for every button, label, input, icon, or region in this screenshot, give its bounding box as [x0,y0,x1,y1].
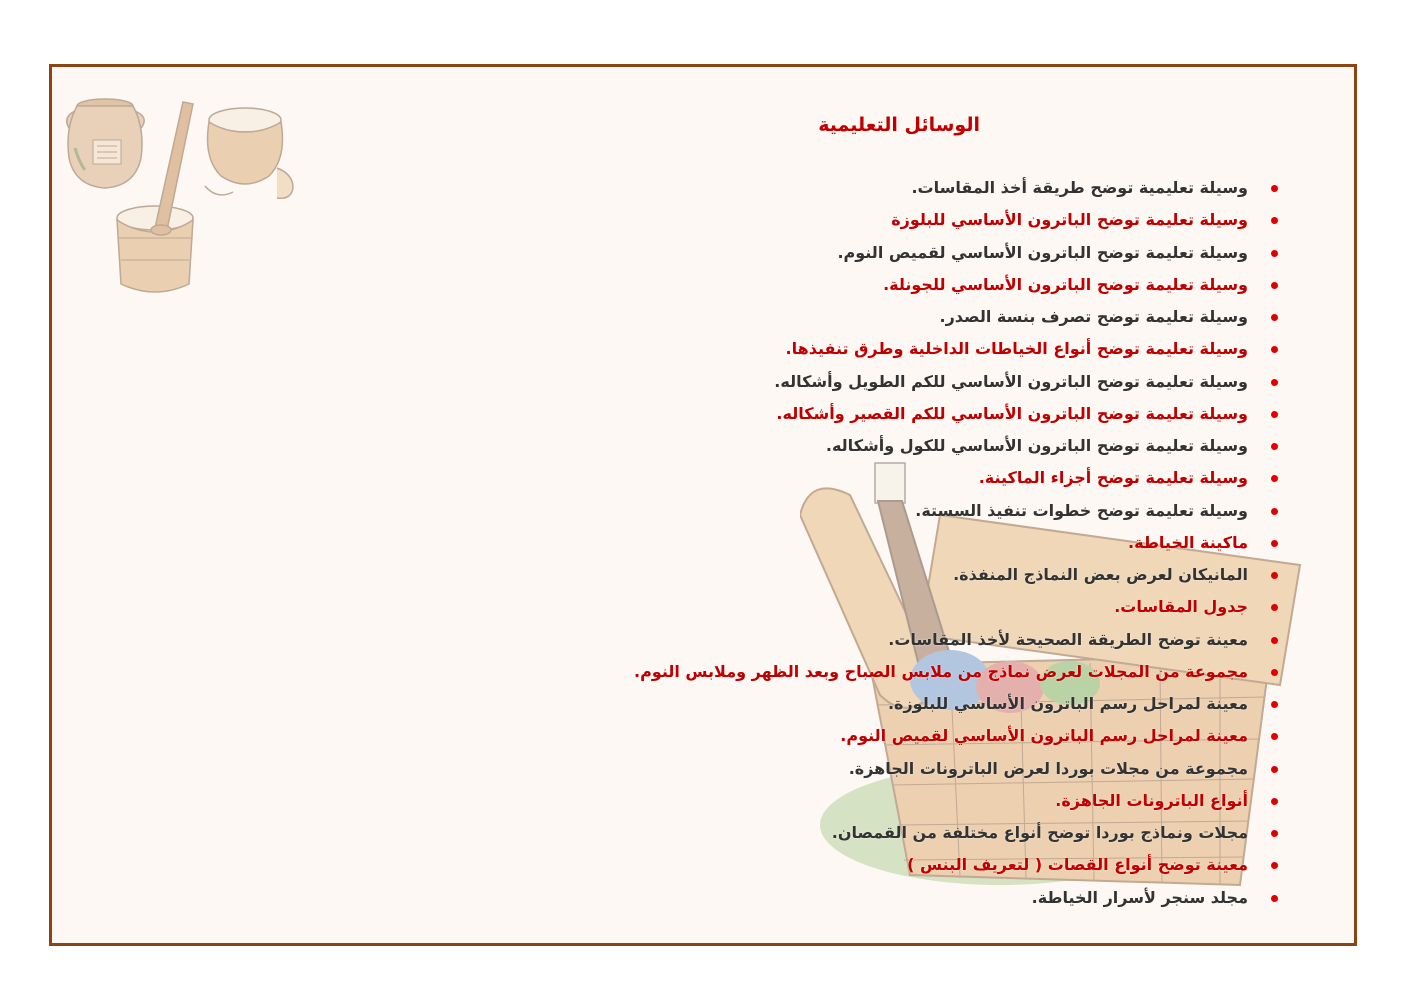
bullet-icon [1271,604,1278,611]
bullet-icon [1271,411,1278,418]
list-item [500,849,1278,881]
list-item-text: معينة توضح الطريقة الصحيحة لأخذ المقاسات. [888,629,1248,649]
list-item [500,591,1278,623]
list-item [500,559,1278,591]
bullet-icon [1271,766,1278,773]
bullet-icon [1271,508,1278,515]
bullet-icon [1271,798,1278,805]
bullet-icon [1271,895,1278,902]
list-item-text: وسيلة تعليمة توضح الباترون الأساسي للكم القصير وأشكاله. [776,403,1248,423]
list-item-text: وسيلة تعليمة توضح الباترون الأساسي للجونلة. [883,274,1248,294]
list-item-text: وسيلة تعليمة توضح أجزاء الماكينة. [978,468,1248,488]
bullet-icon [1271,572,1278,579]
list-item [500,624,1278,656]
list-item [500,398,1278,430]
bullet-icon [1271,346,1278,353]
list-item-text: أنواع الباترونات الجاهزة. [1055,790,1248,810]
bullet-icon [1271,637,1278,644]
list-item-text: مجموعة من مجلات بوردا لعرض الباترونات الجاهزة. [848,758,1248,778]
list-item-text: جدول المقاسات. [1114,597,1248,617]
list-item-text: وسيلة تعليمة توضح أنواع الخياطات الداخلية وطرق تنفيذها. [785,339,1248,359]
bullet-icon [1271,862,1278,869]
list-item [500,301,1278,333]
list-item [500,785,1278,817]
list-item-text: معينة لمراحل رسم الباترون الأساسي للبلوزة. [887,694,1248,713]
bullet-icon [1271,443,1278,450]
list-item-text: وسيلة تعليمة توضح خطوات تنفيذ السستة. [915,500,1248,520]
list-item-text: ماكينة الخياطة. [1128,532,1248,552]
bullet-icon [1271,669,1278,676]
list-item-text: مجلات ونماذج بوردا توضح أنواع مختلفة من القمصان. [831,823,1248,842]
list-item [500,753,1278,785]
teaching-aids-list [500,172,1278,914]
bullet-icon [1271,250,1278,257]
bullet-icon [1271,540,1278,547]
list-item-text: وسيلة تعليمية توضح طريقة أخذ المقاسات. [911,178,1248,197]
list-item [500,237,1278,269]
list-item [500,204,1278,236]
list-item-text: وسيلة تعليمة توضح تصرف بنسة الصدر. [939,307,1248,326]
bullet-icon [1271,282,1278,289]
list-item [500,495,1278,527]
bullet-icon [1271,217,1278,224]
list-item [500,269,1278,301]
list-item [500,817,1278,849]
list-item [500,462,1278,494]
list-item-text: معينة توضح أنواع القصات ( لتعريف البنس ) [907,855,1248,875]
list-item-text: وسيلة تعليمة توضح الباترون الأساسي للكول وأشكاله. [825,436,1248,455]
list-item-text: وسيلة تعليمة توضح الباترون الأساسي للبلوزة [891,210,1248,230]
list-item [500,688,1278,720]
list-item-text: مجموعة من المجلات لعرض نماذج من ملابس الصباح وبعد الظهر وملابس النوم. [634,661,1248,681]
list-item-text: معينة لمراحل رسم الباترون الأساسي لقميص النوم. [840,726,1248,746]
bullet-icon [1271,701,1278,708]
list-item [500,656,1278,688]
page-title: الوسائل التعليمية [818,114,980,136]
list-item [500,366,1278,398]
list-item-text: وسيلة تعليمة توضح الباترون الأساسي لقميص النوم. [837,242,1248,262]
list-item [500,333,1278,365]
bullet-icon [1271,379,1278,386]
list-item [500,430,1278,462]
list-item-text: وسيلة تعليمة توضح الباترون الأساسي للكم الطويل وأشكاله. [774,371,1248,391]
bullet-icon [1271,830,1278,837]
bullet-icon [1271,475,1278,482]
list-item [500,527,1278,559]
list-item-text: مجلد سنجر لأسرار الخياطة. [1031,887,1248,907]
list-item [500,882,1278,914]
bullet-icon [1271,314,1278,321]
bullet-icon [1271,185,1278,192]
bullet-icon [1271,733,1278,740]
list-item [500,172,1278,204]
list-item [500,720,1278,752]
pottery-mortar-illustration [55,88,305,308]
list-item-text: المانيكان لعرض بعض النماذج المنفذة. [953,565,1248,584]
